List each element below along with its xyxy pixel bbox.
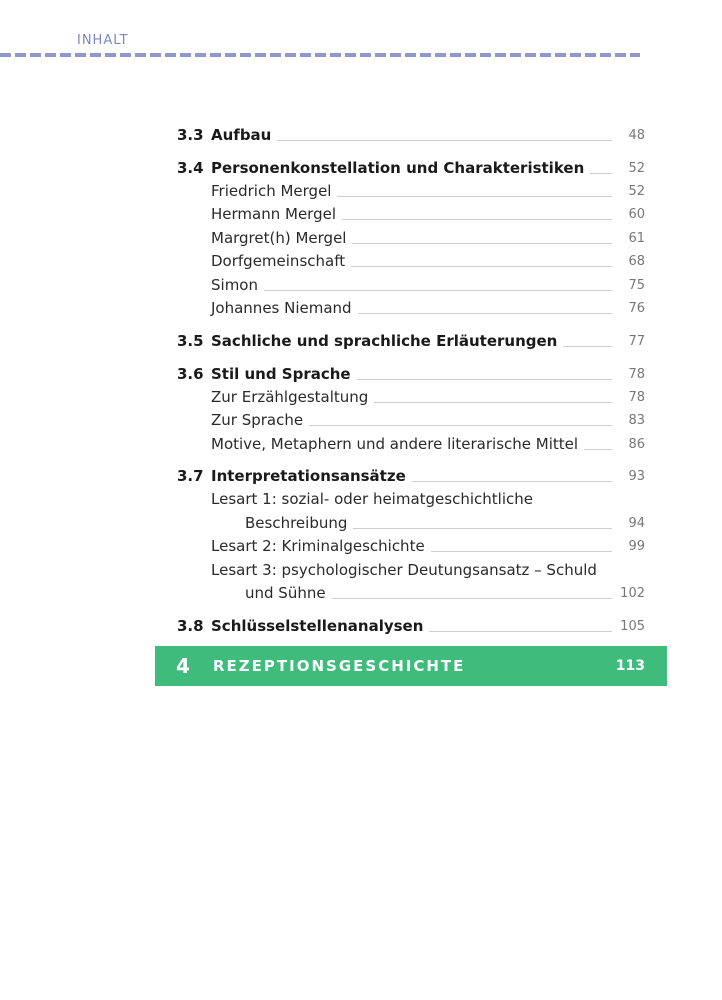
toc-subentry-line2[interactable] <box>0 512 722 534</box>
subsection-title-continued: und Sühne <box>245 582 332 604</box>
page-number: 48 <box>628 128 645 143</box>
page-number: 61 <box>628 231 645 246</box>
section-title: Aufbau <box>211 124 277 146</box>
chapter-number: 4 <box>176 654 190 678</box>
page-number: 78 <box>628 367 645 382</box>
page-number: 68 <box>628 254 645 269</box>
header-dashed-rule <box>0 53 640 57</box>
toc-subentry-line2[interactable] <box>0 582 722 604</box>
chapter-title: REZEPTIONSGESCHICHTE <box>213 657 466 675</box>
toc-subentry[interactable] <box>0 203 722 225</box>
section-title: Personenkonstellation und Charakteristiken <box>211 157 590 179</box>
subsection-title: Simon <box>211 274 264 296</box>
toc-subentry[interactable] <box>0 297 722 319</box>
toc-subentry[interactable] <box>0 535 722 557</box>
subsection-title: Zur Sprache <box>211 409 309 431</box>
subsection-title: Johannes Niemand <box>211 297 358 319</box>
page-number: 60 <box>628 207 645 222</box>
toc-entry-3-6[interactable] <box>0 363 722 385</box>
section-title: Sachliche und sprachliche Erläuterungen <box>211 330 563 352</box>
section-title: Schlüsselstellenanalysen <box>211 615 429 637</box>
page-number: 77 <box>628 334 645 349</box>
toc-subentry[interactable] <box>0 180 722 202</box>
section-number: 3.5 <box>177 332 204 350</box>
toc-subentry-line1[interactable] <box>0 559 722 581</box>
subsection-title: Lesart 1: sozial- oder heimatgeschichtliche <box>211 488 539 510</box>
page-number: 52 <box>628 184 645 199</box>
page-number: 93 <box>628 469 645 484</box>
subsection-title: Motive, Metaphern und andere literarische Mittel <box>211 433 584 455</box>
page-number: 99 <box>628 539 645 554</box>
subsection-title: Dorfgemeinschaft <box>211 250 351 272</box>
toc-entry-3-4[interactable] <box>0 157 722 179</box>
toc-subentry[interactable] <box>0 409 722 431</box>
subsection-title: Hermann Mergel <box>211 203 342 225</box>
dot-leader <box>211 290 612 291</box>
page-number: 78 <box>628 390 645 405</box>
toc-subentry[interactable] <box>0 227 722 249</box>
toc-entry-3-8[interactable] <box>0 615 722 637</box>
page-number: 83 <box>628 413 645 428</box>
section-title: Stil und Sprache <box>211 363 357 385</box>
section-title: Interpretationsansätze <box>211 465 412 487</box>
page-number: 52 <box>628 161 645 176</box>
section-number: 3.7 <box>177 467 204 485</box>
subsection-title: Lesart 3: psychologischer Deutungsansatz – Schuld <box>211 559 603 581</box>
chapter-4-banner[interactable] <box>155 646 667 686</box>
toc-subentry[interactable] <box>0 250 722 272</box>
toc-subentry-line1[interactable] <box>0 488 722 510</box>
subsection-title: Zur Erzählgestaltung <box>211 386 374 408</box>
section-number: 3.4 <box>177 159 204 177</box>
page-number: 102 <box>620 586 645 601</box>
subsection-title: Lesart 2: Kriminalgeschichte <box>211 535 431 557</box>
subsection-title: Margret(h) Mergel <box>211 227 352 249</box>
section-number: 3.3 <box>177 126 204 144</box>
chapter-page-number: 113 <box>615 658 645 674</box>
toc-subentry[interactable] <box>0 386 722 408</box>
header-label: INHALT <box>77 33 129 48</box>
subsection-title: Friedrich Mergel <box>211 180 337 202</box>
page-number: 75 <box>628 278 645 293</box>
page-number: 76 <box>628 301 645 316</box>
toc-subentry[interactable] <box>0 274 722 296</box>
toc-entry-3-5[interactable] <box>0 330 722 352</box>
page-number: 86 <box>628 437 645 452</box>
section-number: 3.6 <box>177 365 204 383</box>
subsection-title-continued: Beschreibung <box>245 512 353 534</box>
page-number: 94 <box>628 516 645 531</box>
page-number: 105 <box>620 619 645 634</box>
section-number: 3.8 <box>177 617 204 635</box>
toc-entry-3-3[interactable] <box>0 124 722 146</box>
toc-subentry[interactable] <box>0 433 722 455</box>
toc-entry-3-7[interactable] <box>0 465 722 487</box>
